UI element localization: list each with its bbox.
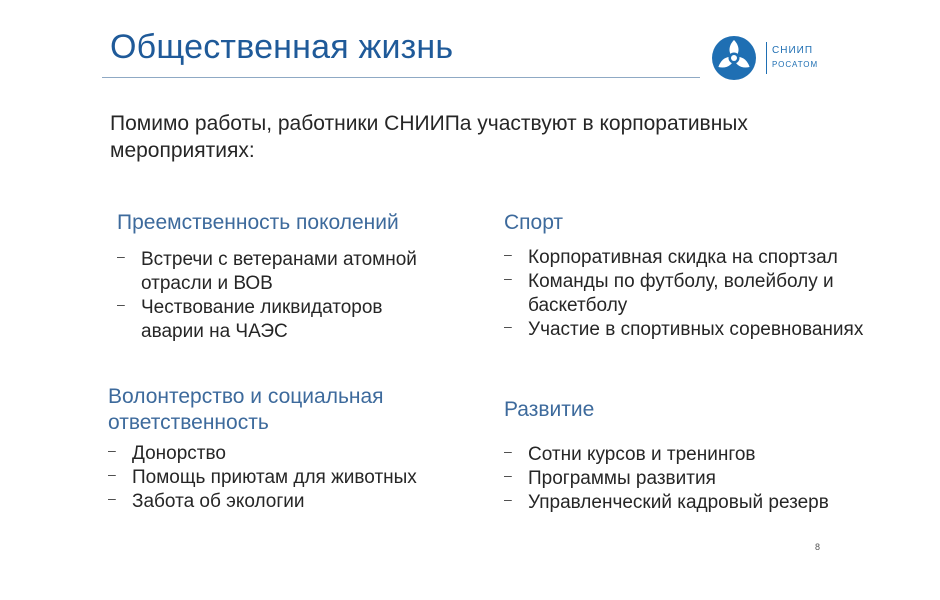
dash-bullet: – [117,296,125,312]
section-heading: Преемственность поколений [117,211,399,234]
list-item-text: Забота об экологии [132,491,305,512]
logo-text-sniip: СНИИП [772,45,814,56]
section-sport [504,210,864,342]
list-item [108,490,448,514]
list-item [108,466,448,490]
dash-bullet: – [504,246,512,262]
intro-text: Помимо работы, работники СНИИПа участвуют в корпоративных мероприятиях: [110,112,748,162]
list-item-text: Донорство [132,443,226,464]
list-item [117,296,447,344]
list-item-text: Управленческий кадровый резерв [528,492,829,513]
list-item [108,442,448,466]
dash-bullet: – [108,490,116,506]
section-heading: Спорт [504,211,564,234]
list-item [504,491,864,515]
list-item-text: Сотни курсов и тренингов [528,444,756,465]
dash-bullet: – [108,466,116,482]
list-item-text: Участие в спортивных соревнованиях [528,319,864,340]
sniip-rosatom-logo [710,34,820,84]
section-list [504,246,864,342]
list-item [504,246,864,270]
page-number: 8 [815,542,821,552]
section-list [108,442,448,514]
dash-bullet: – [504,443,512,459]
list-item [117,248,447,296]
section-development [504,397,864,515]
section-volunteering [108,384,448,514]
section-list [504,443,864,515]
list-item [504,318,864,342]
list-item-text: Встречи с ветеранами атомной отрасли и ВОВ [141,249,417,294]
dash-bullet: – [504,270,512,286]
list-item-text: Помощь приютам для животных [132,467,417,488]
dash-bullet: – [504,318,512,334]
list-item [504,467,864,491]
dash-bullet: – [504,491,512,507]
list-item-text: Чествование ликвидаторов аварии на ЧАЭС [141,297,383,342]
slide-title: Общественная жизнь [110,28,454,66]
dash-bullet: – [117,248,125,264]
dash-bullet: – [504,467,512,483]
rosatom-atom-icon [710,34,758,82]
list-item [504,270,864,318]
logo-text-rosatom: РОСАТОМ [772,60,819,69]
list-item-text: Корпоративная скидка на спортзал [528,247,838,268]
title-divider [102,77,700,78]
section-list [117,248,447,344]
logo-divider [766,42,767,74]
list-item [504,443,864,467]
dash-bullet: – [108,442,116,458]
section-generations [117,210,447,344]
list-item-text: Команды по футболу, волейболу и баскетболу [528,271,834,316]
section-heading: Развитие [504,398,595,421]
section-heading: Волонтерство и социальная ответственность [108,385,384,434]
list-item-text: Программы развития [528,468,716,489]
